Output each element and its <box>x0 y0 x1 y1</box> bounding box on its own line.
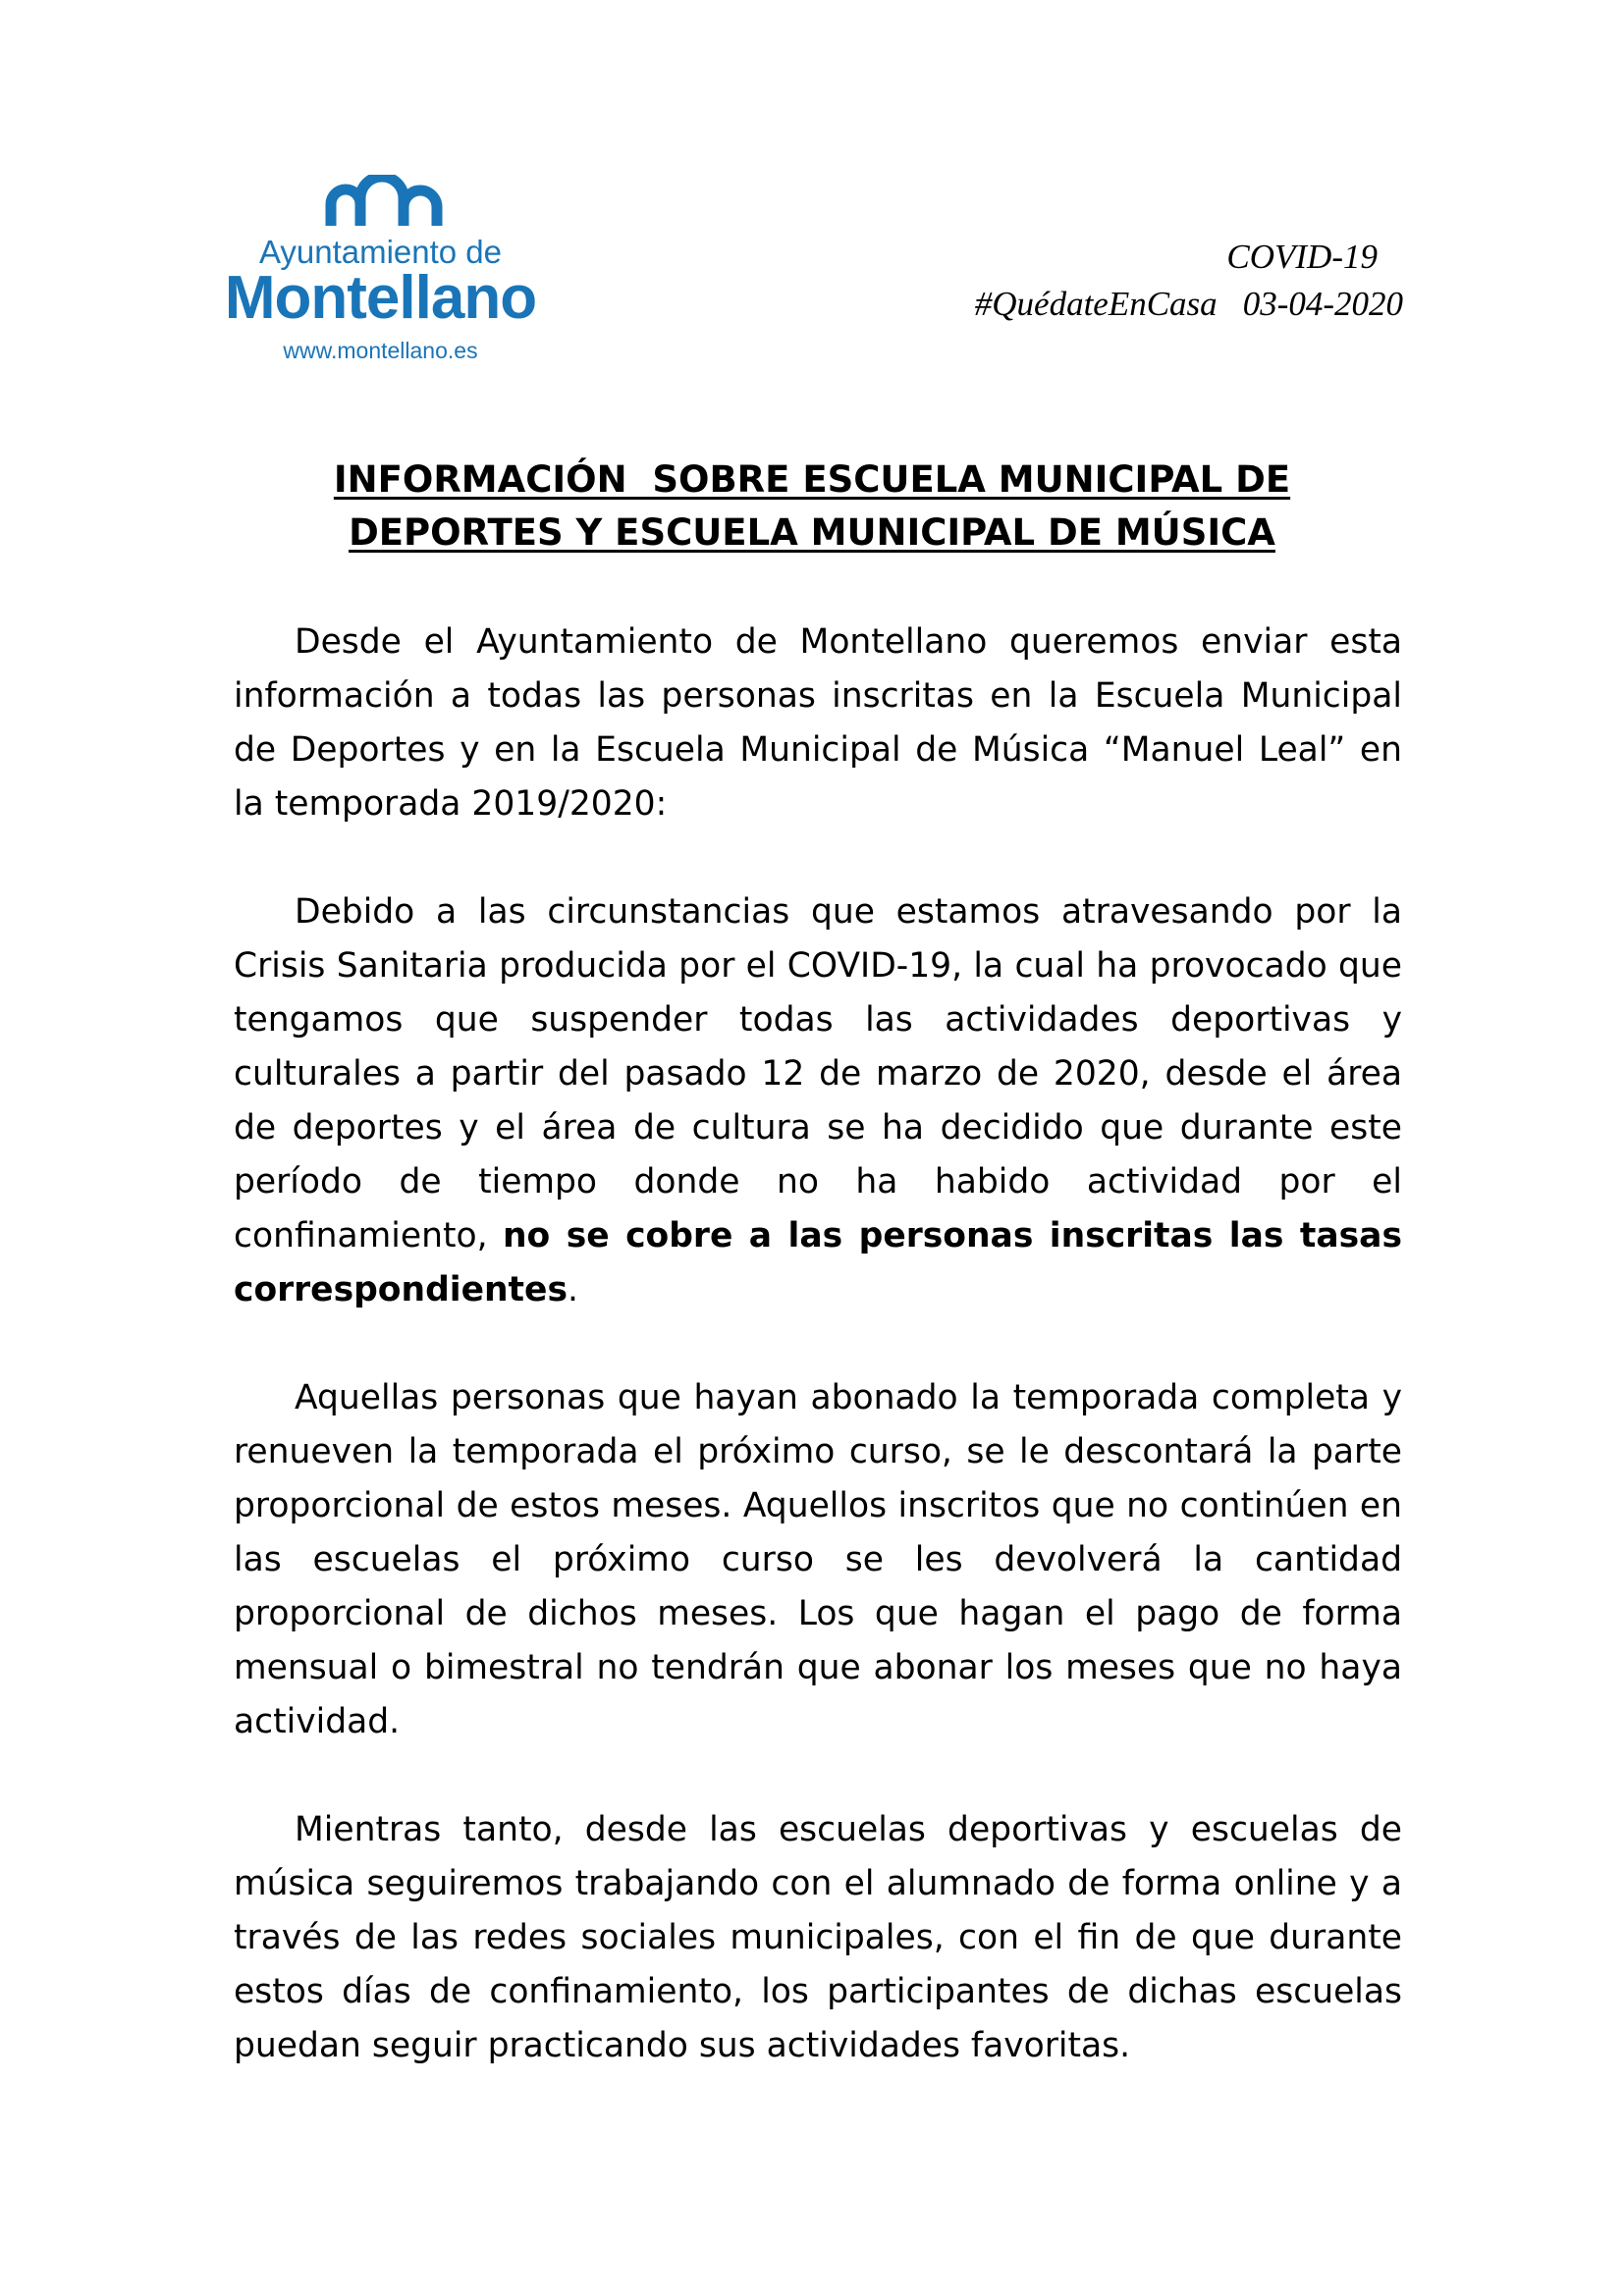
paragraph-circumstances-end: . <box>567 1270 578 1309</box>
title-line-2: DEPORTES Y ESCUELA MUNICIPAL DE MÚSICA <box>349 511 1275 554</box>
logo-ayuntamiento-text: Ayuntamiento de <box>258 234 503 270</box>
date-text: 03-04-2020 <box>1242 285 1403 323</box>
paragraph-circumstances-start: Debido a las circunstancias que estamos atravesando por la Crisis Sanitaria producida por el COVID-19, la cual ha provocado que tengamos que suspender todas las actividades deportivas y culturales a partir del pasado 12 de marzo de 2020, desde el área de deportes y el área de cultura se ha decidido que durante este período de tiempo donde no ha habido actividad por el confinamiento, <box>234 892 1402 1255</box>
page-title <box>196 454 1428 560</box>
ayuntamiento-logo <box>211 175 550 371</box>
paragraph-refunds: Aquellas personas que hayan abonado la temporada completa y renueven la temporada el próximo curso, se le descontará la parte proporcional de estos meses. Aquellos inscritos que no continúen en las escuelas el próximo curso se les devolverá la cantidad proporcional de dichos meses. Los que hagan el pago de forma mensual o bimestral no tendrán que abonar los meses que no haya actividad. <box>234 1378 1402 1741</box>
header-info <box>975 234 1403 328</box>
covid-label: COVID-19 <box>1226 238 1378 276</box>
logo-montellano-text: Montellano <box>224 264 537 332</box>
logo-arches-icon <box>325 175 443 229</box>
paragraph-online: Mientras tanto, desde las escuelas deportivas y escuelas de música seguiremos trabajando con el alumnado de forma online y a través de las redes sociales municipales, con el fin de que durante estos días de confinamiento, los participantes de dichas escuelas puedan seguir practicando sus actividades favoritas. <box>234 1810 1402 2065</box>
paragraph-intro: Desde el Ayuntamiento de Montellano queremos enviar esta información a todas las personas inscritas en la Escuela Municipal de Deportes y en la Escuela Municipal de Música “Manuel Leal” en la temporada 2019/2020: <box>234 622 1402 824</box>
paragraph-circumstances <box>234 885 1402 1317</box>
hashtag-text: #QuédateEnCasa <box>974 285 1218 323</box>
hashtag-date-line <box>975 281 1403 328</box>
document-body <box>234 615 1402 2127</box>
paragraph-circumstances-bold: no se cobre a las personas inscritas las tasas correspondientes <box>234 1216 1403 1309</box>
title-line-1: INFORMACIÓN SOBRE ESCUELA MUNICIPAL DE <box>333 458 1291 501</box>
logo-website-text: www.montellano.es <box>283 338 478 363</box>
